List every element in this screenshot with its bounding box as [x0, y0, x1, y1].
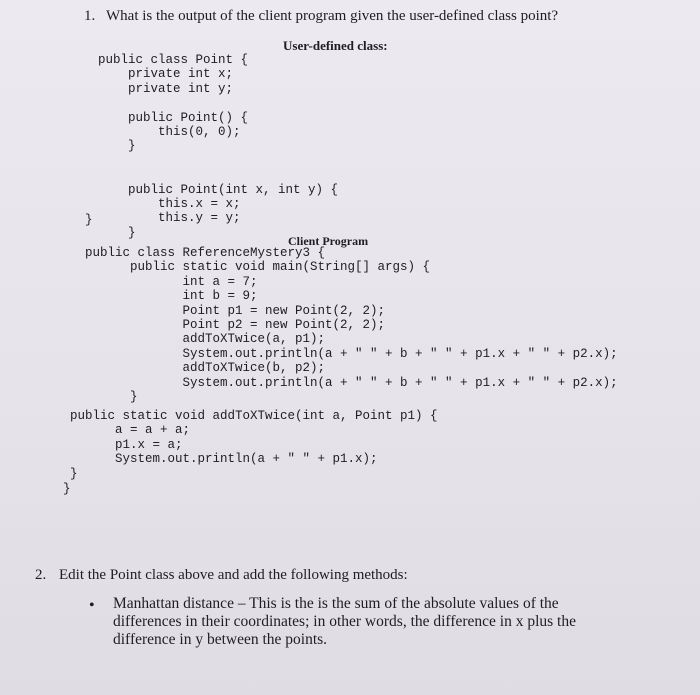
code-line: this.x = x; [98, 197, 241, 212]
code-line: Point p2 = new Point(2, 2); [85, 318, 386, 333]
code-line: public class Point { [98, 53, 249, 67]
client-program-code [85, 246, 618, 404]
user-class-heading: User-defined class: [283, 38, 388, 53]
code-line [98, 168, 338, 182]
manhattan-distance-item: Manhattan distance – This is the is the sum of the absolute values of the differences in their coordinates; in other words, the difference in x plus the difference in y between the points. [113, 595, 576, 648]
bullet-marker: • [89, 597, 95, 614]
code-line: a = a + a; [70, 423, 191, 438]
class-closing-brace: } [63, 482, 71, 496]
question-1 [84, 8, 558, 25]
point-class-closing-brace: } [85, 213, 93, 227]
code-line: System.out.println(a + " " + b + " " + p1.x + " " + p2.x); [85, 375, 618, 390]
code-line: public Point(int x, int y) { [98, 182, 339, 197]
code-line: Point p1 = new Point(2, 2); [85, 303, 386, 318]
code-line: } [98, 139, 136, 154]
code-line: public Point() { [98, 110, 249, 125]
code-line: addToXTwice(a, p1); [85, 332, 326, 347]
code-line: this.y = y; [98, 211, 241, 226]
code-line: } [98, 225, 136, 240]
code-line: this(0, 0); [98, 125, 241, 140]
code-line: int a = 7; [85, 274, 258, 289]
question-2 [35, 567, 408, 584]
code-line [98, 154, 338, 168]
point-class-code [98, 53, 338, 240]
code-line: p1.x = a; [70, 437, 183, 452]
client-program-heading: Client Program [288, 234, 369, 248]
code-line: System.out.println(a + " " + b + " " + p1.x + " " + p2.x); [85, 346, 618, 361]
question-2-number: 2. [35, 567, 47, 583]
code-line: public static void addToXTwice(int a, Point p1) { [70, 409, 438, 423]
question-1-number: 1. [84, 8, 96, 24]
code-line: public static void main(String[] args) { [85, 260, 431, 275]
question-1-text: What is the output of the client program given the user-defined class point? [106, 8, 559, 24]
code-line: } [70, 466, 78, 481]
code-line: System.out.println(a + " " + p1.x); [70, 452, 378, 467]
code-line: private int x; [98, 67, 234, 82]
code-line [98, 96, 338, 110]
code-line: } [85, 390, 138, 405]
code-line: addToXTwice(b, p2); [85, 361, 326, 376]
code-line: int b = 9; [85, 289, 258, 304]
code-line: private int y; [98, 81, 234, 96]
code-line: public class ReferenceMystery3 { [85, 246, 326, 260]
question-2-text: Edit the Point class above and add the following methods: [59, 567, 408, 583]
add-to-x-twice-method-code [70, 409, 438, 481]
